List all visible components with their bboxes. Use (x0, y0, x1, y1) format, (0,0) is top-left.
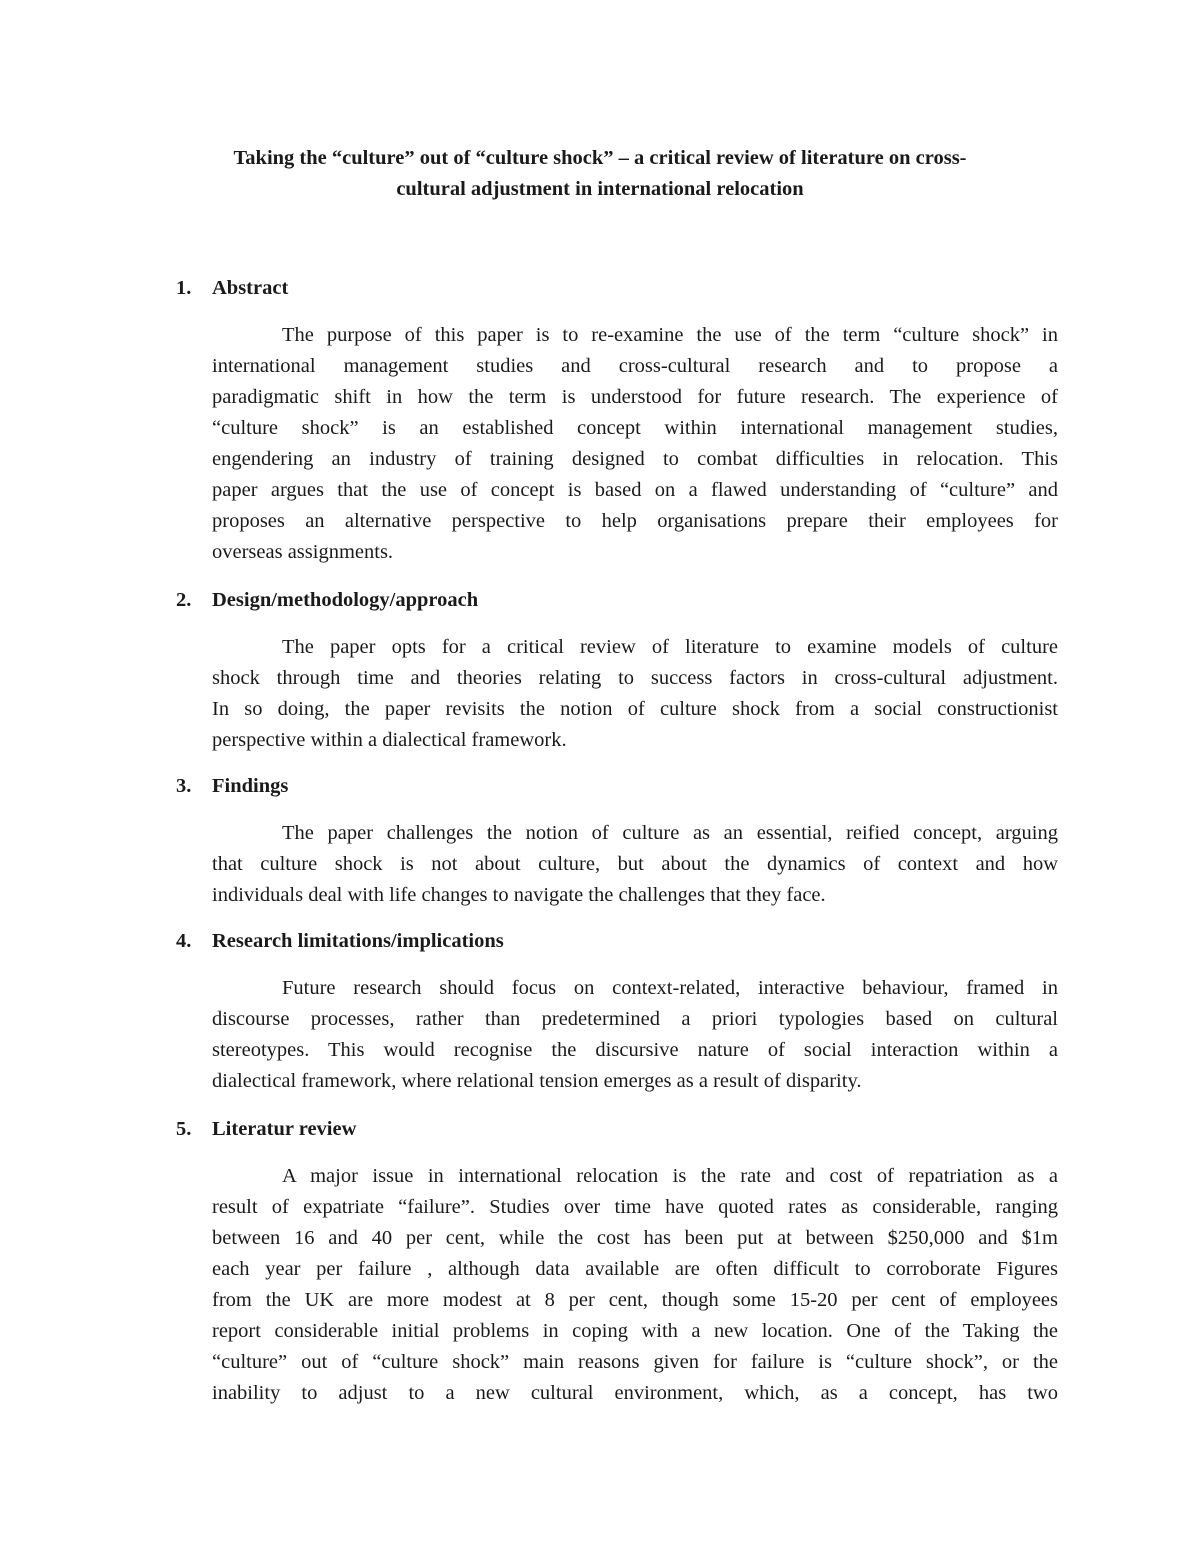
section-paragraph (212, 632, 1058, 756)
paragraph-line: individuals deal with life changes to navigate the challenges that they face. (212, 884, 826, 906)
section-number: 4. (176, 930, 192, 952)
paragraph-line: Future research should focus on context-related, interactive behaviour, framed in (282, 977, 1058, 999)
paragraph-line: from the UK are more modest at 8 per cent, though some 15-20 per cent of employees (212, 1289, 1058, 1311)
paragraph-line: paper argues that the use of concept is based on a flawed understanding of “culture” and (212, 479, 1058, 501)
paragraph-line: inability to adjust to a new cultural environment, which, as a concept, has two (212, 1382, 1058, 1404)
paragraph-line: report considerable initial problems in coping with a new location. One of the Taking the (212, 1320, 1058, 1342)
section-heading (170, 771, 1060, 802)
section-heading (170, 1114, 1060, 1145)
paragraph-line: each year per failure , although data available are often difficult to corroborate Figures (212, 1258, 1058, 1280)
section-5 (170, 1114, 1060, 1409)
paragraph-line: international management studies and cross-cultural research and to propose a (212, 355, 1058, 377)
section-heading (170, 273, 1060, 304)
paragraph-line: The paper opts for a critical review of literature to examine models of culture (282, 636, 1058, 658)
paragraph-line: overseas assignments. (212, 541, 394, 563)
paragraph-line: engendering an industry of training designed to combat difficulties in relocation. This (212, 448, 1058, 470)
title-line-1: Taking the “culture” out of “culture shock” – a critical review of literature on cross- (233, 147, 967, 169)
section-paragraph (212, 818, 1058, 911)
paragraph-line: The paper challenges the notion of culture as an essential, reified concept, arguing (282, 822, 1058, 844)
section-heading (170, 585, 1060, 616)
section-number: 3. (176, 775, 192, 797)
section-number: 5. (176, 1118, 192, 1140)
paragraph-line: In so doing, the paper revisits the notion of culture shock from a social constructionist (212, 698, 1058, 720)
section-2 (170, 585, 1060, 756)
paragraph-line: proposes an alternative perspective to help organisations prepare their employees for (212, 510, 1058, 532)
document-title (150, 143, 1050, 205)
paragraph-line: “culture” out of “culture shock” main reasons given for failure is “culture shock”, or the (212, 1351, 1058, 1373)
section-heading-text: Research limitations/implications (212, 930, 504, 952)
section-heading-text: Findings (212, 775, 289, 797)
paragraph-line: stereotypes. This would recognise the discursive nature of social interaction within a (212, 1039, 1058, 1061)
section-heading (170, 926, 1060, 957)
section-heading-text: Design/methodology/approach (212, 589, 479, 611)
section-heading-text: Abstract (212, 277, 289, 299)
paragraph-line: dialectical framework, where relational tension emerges as a result of disparity. (212, 1070, 862, 1092)
section-paragraph (212, 320, 1058, 568)
section-4 (170, 926, 1060, 1097)
paragraph-line: perspective within a dialectical framework. (212, 729, 567, 751)
section-paragraph (212, 973, 1058, 1097)
paragraph-line: “culture shock” is an established concept within international management studies, (212, 417, 1058, 439)
section-number: 2. (176, 589, 192, 611)
section-paragraph (212, 1161, 1058, 1409)
section-number: 1. (176, 277, 192, 299)
section-1 (170, 273, 1060, 568)
paragraph-line: The purpose of this paper is to re-examine the use of the term “culture shock” in (282, 324, 1058, 346)
paragraph-line: A major issue in international relocation is the rate and cost of repatriation as a (282, 1165, 1058, 1187)
section-heading-text: Literatur review (212, 1118, 357, 1140)
paragraph-line: shock through time and theories relating to success factors in cross-cultural adjustment. (212, 667, 1058, 689)
paragraph-line: that culture shock is not about culture, but about the dynamics of context and how (212, 853, 1058, 875)
paragraph-line: paradigmatic shift in how the term is understood for future research. The experience of (212, 386, 1058, 408)
paragraph-line: result of expatriate “failure”. Studies over time have quoted rates as considerable, ranging (212, 1196, 1058, 1218)
paragraph-line: between 16 and 40 per cent, while the cost has been put at between $250,000 and $1m (212, 1227, 1058, 1249)
title-line-2: cultural adjustment in international relocation (396, 178, 804, 200)
section-3 (170, 771, 1060, 911)
paragraph-line: discourse processes, rather than predetermined a priori typologies based on cultural (212, 1008, 1058, 1030)
